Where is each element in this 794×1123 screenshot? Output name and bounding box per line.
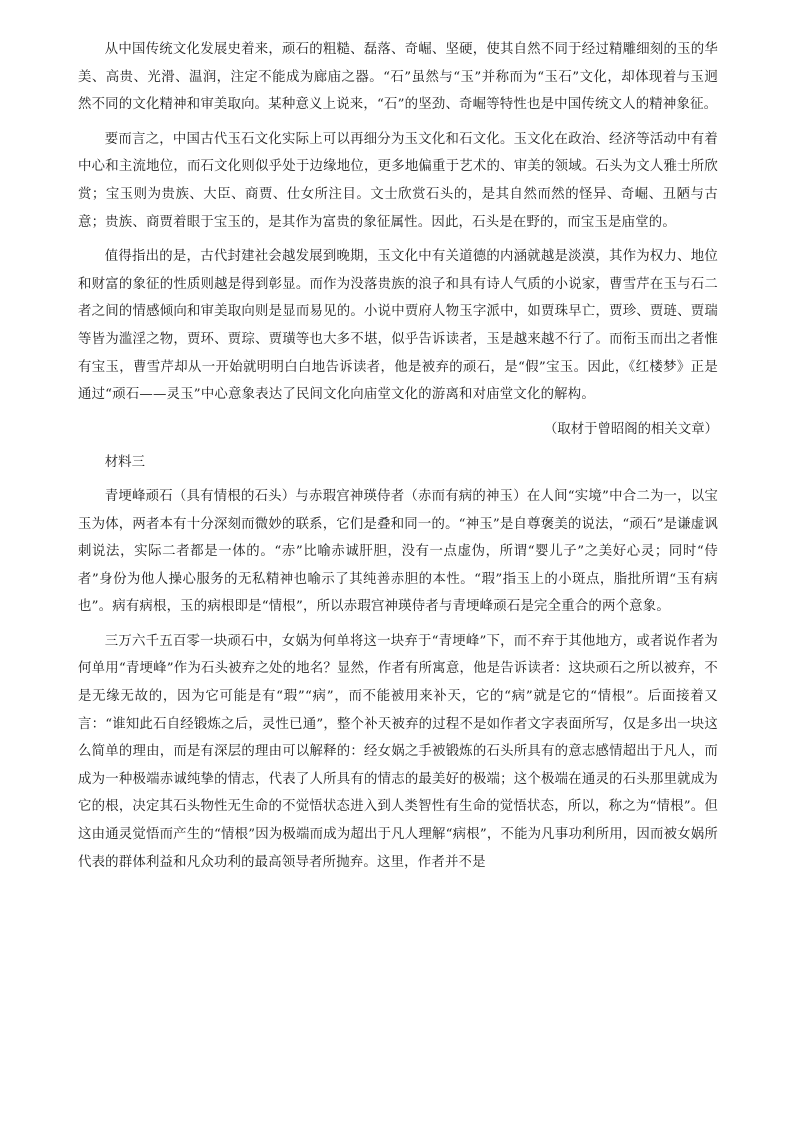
document-body bbox=[78, 36, 718, 883]
paragraph-5: 三万六千五百零一块顽石中，女娲为何单将这一块弃于“青埂峰”下，而不弃于其他地方，或者说作者为何单用“青埂峰”作为石头被弃之处的地名？显然，作者有所寓意，他是告诉读者：这块顽石之所以被弃，不是无缘无故的，因为它可能是有“瑕”“病”，而不能被用来补天，它的“病”就是它的“情根”。后面接着又言：“谁知此石自经锻炼之后，灵性已通”，整个补天被弃的过程不是如作者文字表面所写，仅是多出一块这么简单的理由，而是有深层的理由可以解释的：经女娲之手被锻炼的石头所具有的意志感情超出于凡人，而成为一种极端赤诚纯挚的情志，代表了人所具有的情志的最美好的极端；这个极端在通灵的石头那里就成为它的根，决定其石头物性无生命的不觉悟状态进入到人类智性有生命的觉悟状态，所以，称之为“情根”。但这由通灵觉悟而产生的“情根”因为极端而成为超出于凡人理解“病根”，不能为凡事功利所用，因而被女娲所代表的群体利益和凡众功利的最高领导者所抛弃。这里，作者并不是 bbox=[78, 633, 718, 870]
source-attribution: （取材于曾昭阁的相关文章） bbox=[543, 421, 718, 437]
paragraph-4: 青埂峰顽石（具有情根的石头）与赤瑕宫神瑛侍者（赤而有病的神玉）在人间“实境”中合二为一，以宝玉为体，两者本有十分深刻而微妙的联系，它们是叠和同一的。“神玉”是自尊褒美的说法，“顽石”是谦虚讽刺说法，实际二者都是一体的。“赤”比喻赤诚肝胆，没有一点虚伪，所谓“婴儿子”之美好心灵；同时“侍者”身份为他人操心服务的无私精神也喻示了其纯善赤胆的本性。“瑕”指玉上的小斑点，脂批所谓“玉有病也”。病有病根，玉的病根即是“情根”，所以赤瑕宫神瑛侍者与青埂峰顽石是完全重合的两个意象。 bbox=[78, 488, 718, 615]
paragraph-1: 从中国传统文化发展史着来，顽石的粗糙、磊落、奇崛、坚硬，使其自然不同于经过精雕细刻的玉的华美、高贵、光滑、温润，注定不能成为廊庙之器。“石”虽然与“玉”并称而为“玉石”文化，却体现着与玉迥然不同的文化精神和审美取向。某种意义上说来，“石”的坚劲、奇崛等特性也是中国传统文人的精神象征。 bbox=[78, 42, 718, 113]
paragraph-3: 值得指出的是，古代封建社会越发展到晚期，玉文化中有关道德的内涵就越是淡漠，其作为权力、地位和财富的象征的性质则越是得到彰显。而作为没落贵族的浪子和具有诗人气质的小说家，曹雪芹在玉与石二者之间的情感倾向和审美取向则是显而易见的。小说中贾府人物玉字派中，如贾珠早亡，贾珍、贾琏、贾瑞等皆为滥淫之物，贾环、贾琮、贾璜等也大多不堪，似乎告诉读者，玉是越来越不行了。而衔玉而出之者惟有宝玉，曹雪芹却从一开始就明明白白地告诉读者，他是被弃的顽石，是“假”宝玉。因此，《红楼梦》正是通过“顽石——灵玉”中心意象表达了民间文化向庙堂文化的游离和对庙堂文化的解构。 bbox=[78, 249, 718, 403]
section-heading: 材料三 bbox=[104, 455, 145, 471]
paragraph-2: 要而言之，中国古代玉石文化实际上可以再细分为玉文化和石文化。玉文化在政治、经济等活动中有着中心和主流地位，而石文化则似乎处于边缘地位，更多地偏重于艺术的、审美的领域。石头为文人雅士所欣赏；宝玉则为贵族、大臣、商贾、仕女所注目。文士欣赏石头的，是其自然而然的怪异、奇崛、丑陋与古意；贵族、商贾着眼于宝玉的，是其作为富贵的象征属性。因此，石头是在野的，而宝玉是庙堂的。 bbox=[78, 131, 718, 230]
